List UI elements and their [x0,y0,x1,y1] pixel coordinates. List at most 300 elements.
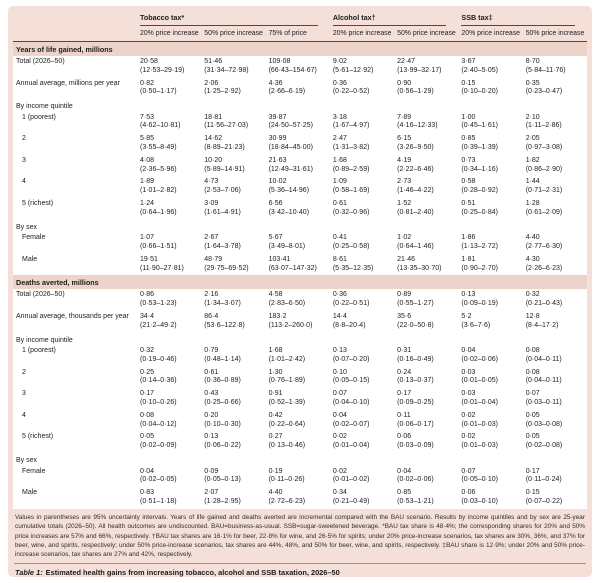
row-label: 4 [13,176,137,198]
cell-value: 2·73 [397,178,412,186]
subheading-row [13,220,587,233]
cell-uncertainty-interval: (2·22–6·46) [397,165,434,173]
row-label: 4 [13,410,137,432]
cell-uncertainty-interval: (11·56–27·03) [204,122,249,130]
cell-uncertainty-interval: (0·03–0·11) [525,399,562,407]
cell-uncertainty-interval: (0·61–2·09) [525,208,563,216]
cell-value: 3·09 [204,200,219,208]
section-title: Deaths averted, millions [13,275,587,289]
cell-value: 1·28 [525,200,540,208]
data-cell [394,254,458,276]
table-row [13,155,587,177]
cell-value: 0·04 [461,347,476,355]
data-cell [201,112,265,134]
cell-uncertainty-interval: (0·66–1·51) [140,242,177,250]
cell-value: 0·36 [332,79,347,87]
cell-uncertainty-interval: (0·16–0·49) [397,355,434,363]
cell-uncertainty-interval: (1·67–4·97) [332,122,370,130]
subheading-row [13,99,587,112]
cell-value: 0·90 [397,79,412,87]
data-cell [201,78,265,100]
row-label: Total (2026–50) [13,56,137,78]
cell-uncertainty-interval: (8·4–17·2) [525,321,559,329]
cell-value: 0·13 [332,347,347,355]
data-cell [137,198,201,220]
cell-value: 0·32 [140,347,155,355]
table-footnote: Values in parentheses are 95% uncertainty intervals. Years of life gained and deaths averted are incremental compared with the BAU scenario. Results by income quintiles and by sex are 25-year cumulative totals (2026–50). All health outcomes are undiscounted. BAU=business-as-usual. SSB=sugar-sweetened beverage. *BAU tax share is 48·4%; the corresponding shares for 20% and 50% price increases are 57% and 66%, respectively. †BAU tax shares are 16·1% for beer, 22·8% for wine, and 26·5% for spirits; under 20% price-increase scenarios, tax shares are 30%, 36%, and 37% for beer, wine, and spirits, respectively; under 50% price-increase scenarios, tax shares are 44%, 48%, and 50% for beer, wine, and spirits, respectively. ‡BAU share is 12·9%; under 20% and 50% price-increase scenarios, tax shares are 27% and 42%, respectively. [15,514,585,559]
cell-value: 1·52 [397,200,412,208]
cell-uncertainty-interval: (0·01–0·03) [461,442,498,450]
cell-uncertainty-interval: (24·50–57·25) [268,122,313,130]
cell-uncertainty-interval: (0·05–0·15) [332,377,370,385]
cell-value: 86·4 [204,312,219,320]
cell-uncertainty-interval: (0·04–0·11) [525,377,562,385]
table-row [13,466,587,488]
data-cell [394,345,458,367]
data-cell [394,487,458,509]
cell-uncertainty-interval: (0·48–1·14) [204,355,241,363]
data-cell [523,112,587,134]
data-cell [330,254,394,276]
table-row [13,487,587,509]
cell-value: 1·30 [268,368,283,376]
cell-uncertainty-interval: (1·61–4·91) [204,208,241,216]
table-frame [8,6,592,577]
cell-value: 0·05 [140,433,155,441]
cell-value: 0·15 [525,489,540,497]
cell-value: 0·08 [525,347,540,355]
data-cell [330,388,394,410]
data-cell [137,289,201,311]
cell-uncertainty-interval: (1·11–2·86) [525,122,562,130]
cell-value: 4·40 [525,234,540,242]
cell-value: 14·62 [204,135,223,143]
section-band [13,42,587,57]
data-cell [394,112,458,134]
cell-value: 0·06 [461,489,476,497]
cell-value: 4·40 [268,489,283,497]
data-cell [201,487,265,509]
data-cell [266,466,330,488]
cell-uncertainty-interval: (11·90–27·81) [140,264,184,272]
data-cell [523,254,587,276]
cell-uncertainty-interval: (13·99–32·17) [397,66,442,74]
data-cell [523,232,587,254]
table-row [13,345,587,367]
cell-uncertainty-interval: (0·10–0·30) [204,420,241,428]
data-cell [523,311,587,333]
cell-uncertainty-interval: (0·34–1·16) [461,165,498,173]
cell-value: 6·56 [268,200,283,208]
cell-value: 4·36 [268,79,283,87]
table-row [13,410,587,432]
data-cell [458,289,522,311]
cell-value: 1·89 [140,178,155,186]
data-cell [330,155,394,177]
data-cell [458,254,522,276]
data-cell [394,367,458,389]
row-label: 5 (richest) [13,431,137,453]
data-cell [330,133,394,155]
data-cell [266,198,330,220]
cell-value: 0·04 [332,411,347,419]
cell-uncertainty-interval: (0·58–1·69) [332,187,370,195]
cell-value: 22·47 [397,58,416,65]
cell-uncertainty-interval: (0·06–0·17) [397,420,434,428]
cell-uncertainty-interval: (5·36–14·96) [268,187,310,195]
cell-value: 2·07 [204,489,219,497]
data-cell [137,112,201,134]
cell-value: 0·02 [332,467,347,475]
cell-uncertainty-interval: (0·64–1·96) [140,208,177,216]
data-cell [330,176,394,198]
column-header: 50% price increase [394,26,458,42]
cell-value: 0·51 [461,200,476,208]
cell-value: 0·31 [397,347,412,355]
data-cell [458,56,522,78]
row-label: 1 (poorest) [13,345,137,367]
data-cell [330,311,394,333]
data-cell [201,388,265,410]
cell-value: 7·89 [397,113,412,121]
data-cell [523,133,587,155]
cell-uncertainty-interval: (0·05–0·13) [204,476,241,484]
row-label: 2 [13,133,137,155]
cell-uncertainty-interval: (0·56–1·29) [397,88,434,96]
data-cell [394,466,458,488]
table-caption [13,564,587,579]
data-cell [394,198,458,220]
data-cell [137,78,201,100]
cell-uncertainty-interval: (0·14–0·36) [140,377,177,385]
data-cell [523,388,587,410]
cell-uncertainty-interval: (0·39–1·39) [461,144,498,152]
table-row [13,198,587,220]
cell-uncertainty-interval: (12·49–31·61) [268,165,313,173]
table-row [13,311,587,333]
data-cell [266,155,330,177]
cell-value: 21·46 [397,255,416,263]
cell-uncertainty-interval: (1·01–2·42) [268,355,306,363]
cell-value: 0·05 [525,411,540,419]
data-cell [137,232,201,254]
data-cell [523,367,587,389]
row-label: 3 [13,155,137,177]
cell-value: 0·04 [397,467,412,475]
data-cell [201,56,265,78]
data-cell [394,311,458,333]
table-caption-text: Estimated health gains from increasing tobacco, alcohol and SSB taxation, 2026–50 [45,568,340,578]
data-cell [394,133,458,155]
column-header-row [13,26,587,42]
cell-value: 5·2 [461,312,472,320]
cell-value: 0·61 [204,368,219,376]
cell-value: 0·03 [461,390,476,398]
cell-uncertainty-interval: (0·01–0·05) [461,377,498,385]
cell-value: 1·00 [461,113,476,121]
cell-value: 0·43 [204,390,219,398]
cell-uncertainty-interval: (0·06–0·22) [204,442,241,450]
table-row [13,56,587,78]
cell-uncertainty-interval: (29·75–69·52) [204,264,249,272]
cell-uncertainty-interval: (2·77–6·30) [525,242,563,250]
cell-value: 4·73 [204,178,219,186]
data-cell [266,345,330,367]
cell-value: 0·35 [525,79,540,87]
cell-uncertainty-interval: (18·84–45·00) [268,144,313,152]
data-cell [266,112,330,134]
cell-uncertainty-interval: (0·01–0·03) [461,420,498,428]
cell-uncertainty-interval: (2·66–6·19) [268,88,306,96]
cell-uncertainty-interval: (0·86–2·90) [525,165,563,173]
cell-value: 0·24 [397,368,412,376]
subheading-row [13,453,587,466]
row-label: Male [13,487,137,509]
data-cell [201,367,265,389]
table-body [13,42,587,509]
cell-value: 0·10 [332,368,347,376]
data-cell [394,155,458,177]
subheading-label: By sex [13,453,587,466]
data-cell [523,198,587,220]
data-cell [201,232,265,254]
cell-uncertainty-interval: (22·0–50·8) [397,321,434,329]
cell-value: 19·51 [140,255,158,263]
data-cell [394,410,458,432]
cell-value: 0·07 [461,467,476,475]
cell-value: 12·8 [525,312,540,320]
cell-value: 0·02 [332,433,347,441]
cell-uncertainty-interval: (3·49–8·01) [268,242,306,250]
cell-uncertainty-interval: (0·11–0·24) [525,476,562,484]
cell-uncertainty-interval: (0·51–1·18) [140,497,177,505]
table-row [13,133,587,155]
data-cell [394,176,458,198]
cell-value: 0·19 [268,467,283,475]
data-cell [458,78,522,100]
cell-value: 0·86 [140,291,155,299]
cell-value: 0·89 [397,291,412,299]
cell-value: 4·08 [140,156,155,164]
cell-value: 0·83 [140,489,155,497]
data-cell [266,311,330,333]
data-cell [201,198,265,220]
data-cell [266,487,330,509]
column-header: 50% price increase [523,26,587,42]
data-cell [458,388,522,410]
cell-value: 1·81 [461,255,476,263]
cell-value: 8·70 [525,58,540,65]
data-cell [394,431,458,453]
cell-uncertainty-interval: (0·01–0·04) [332,442,370,450]
cell-uncertainty-interval: (0·09–0·19) [461,300,498,308]
cell-uncertainty-interval: (0·25–0·66) [204,399,241,407]
cell-value: 51·46 [204,58,223,65]
cell-value: 35·6 [397,312,412,320]
data-cell [266,289,330,311]
data-cell [523,176,587,198]
cell-value: 0·15 [461,79,476,87]
group-header-ssb [458,8,587,26]
cell-uncertainty-interval: (0·02–0·08) [525,442,563,450]
row-label: 3 [13,388,137,410]
cell-uncertainty-interval: (0·55–1·27) [397,300,434,308]
cell-value: 0·85 [461,135,476,143]
cell-value: 0·07 [332,390,347,398]
data-cell [266,78,330,100]
data-cell [137,345,201,367]
data-cell [137,56,201,78]
cell-value: 0·11 [397,411,411,419]
cell-value: 0·02 [461,411,476,419]
cell-uncertainty-interval: (0·81–2·40) [397,208,434,216]
cell-uncertainty-interval: (5·89–14·91) [204,165,245,173]
cell-value: 0·82 [140,79,155,87]
data-cell [266,232,330,254]
data-cell [137,487,201,509]
section-title: Years of life gained, millions [13,42,587,57]
cell-uncertainty-interval: (0·89–2·59) [332,165,370,173]
table-header [13,8,587,42]
cell-uncertainty-interval: (0·45–1·61) [461,122,498,130]
table-row [13,176,587,198]
data-cell [201,254,265,276]
data-cell [266,56,330,78]
cell-uncertainty-interval: (1·13–2·72) [461,242,498,250]
data-cell [201,289,265,311]
cell-value: 4·30 [525,255,540,263]
data-cell [266,431,330,453]
cell-value: 183·2 [268,312,287,320]
data-cell [523,78,587,100]
cell-uncertainty-interval: (8·89–21·23) [204,144,245,152]
cell-uncertainty-interval: (0·04–0·12) [140,420,177,428]
cell-value: 1·82 [525,156,540,164]
cell-uncertainty-interval: (3·26–9·50) [397,144,434,152]
cell-value: 30·99 [268,135,287,143]
data-cell [330,431,394,453]
cell-uncertainty-interval: (3·42–10·40) [268,208,310,216]
data-cell [330,112,394,134]
cell-uncertainty-interval: (0·11–0·26) [268,476,305,484]
cell-value: 10·20 [204,156,223,164]
cell-uncertainty-interval: (0·19–0·46) [140,355,177,363]
cell-uncertainty-interval: (2·40–5·05) [461,66,498,74]
cell-uncertainty-interval: (0·02–0·06) [461,355,498,363]
cell-value: 1·86 [461,234,476,242]
cell-value: 0·05 [525,433,540,441]
column-header: 20% price increase [137,26,201,42]
group-header-tobacco [137,8,330,26]
cell-uncertainty-interval: (0·10–0·26) [140,399,177,407]
cell-uncertainty-interval: (0·01–0·04) [461,399,498,407]
cell-value: 2·67 [204,234,219,242]
data-cell [394,56,458,78]
cell-value: 3·67 [461,58,476,65]
cell-value: 48·79 [204,255,223,263]
cell-value: 1·68 [268,347,283,355]
data-cell [266,133,330,155]
data-cell [330,487,394,509]
table-row [13,431,587,453]
cell-uncertainty-interval: (0·53–1·21) [397,497,434,505]
data-cell [523,345,587,367]
cell-uncertainty-interval: (5·35–12·35) [332,264,374,272]
cell-value: 5·67 [268,234,283,242]
cell-value: 34·4 [140,312,155,320]
data-cell [458,345,522,367]
cell-uncertainty-interval: (4·62–10·81) [140,122,181,130]
cell-value: 0·13 [204,433,219,441]
data-cell [201,176,265,198]
cell-uncertainty-interval: (113·2–260·0) [268,321,313,329]
corner-cell [13,8,137,26]
cell-value: 2·47 [332,135,347,143]
cell-uncertainty-interval: (0·03–0·09) [397,442,434,450]
data-cell [394,388,458,410]
cell-uncertainty-interval: (63·07–147·32) [268,264,317,272]
cell-value: 0·91 [268,390,283,398]
cell-uncertainty-interval: (2·36–5·96) [140,165,177,173]
data-cell [137,133,201,155]
row-label: Annual average, thousands per year [13,311,137,333]
row-label: Total (2026–50) [13,289,137,311]
cell-value: 0·27 [268,433,283,441]
cell-value: 0·20 [204,411,219,419]
cell-uncertainty-interval: (0·97–3·08) [525,144,563,152]
cell-value: 6·15 [397,135,412,143]
table-row [13,112,587,134]
data-cell [201,345,265,367]
data-cell [137,311,201,333]
data-cell [458,487,522,509]
cell-value: 21·63 [268,156,287,164]
cell-uncertainty-interval: (2·83–6·50) [268,300,306,308]
cell-uncertainty-interval: (0·10–0·20) [461,88,498,96]
cell-uncertainty-interval: (1·28–2·95) [204,497,241,505]
table-row [13,367,587,389]
cell-value: 0·32 [525,291,540,299]
cell-value: 0·17 [140,390,155,398]
row-label: Male [13,254,137,276]
cell-value: 0·09 [204,467,219,475]
data-cell [137,431,201,453]
cell-uncertainty-interval: (0·21–0·49) [332,497,370,505]
subheading-label: By sex [13,220,587,233]
cell-uncertainty-interval: (0·13–0·46) [268,442,306,450]
cell-value: 10·02 [268,178,287,186]
data-cell [330,78,394,100]
data-cell [394,232,458,254]
data-cell [458,410,522,432]
cell-value: 0·73 [461,156,476,164]
cell-value: 5·85 [140,135,155,143]
cell-uncertainty-interval: (13·35–30·70) [397,264,442,272]
data-cell [523,466,587,488]
cell-uncertainty-interval: (0·02–0·06) [397,476,434,484]
table-row [13,254,587,276]
cell-uncertainty-interval: (0·90–2·70) [461,264,498,272]
data-cell [330,232,394,254]
data-cell [330,289,394,311]
data-cell [137,410,201,432]
cell-value: 39·87 [268,113,287,121]
data-cell [266,176,330,198]
cell-value: 0·34 [332,489,347,497]
cell-value: 4·58 [268,291,283,299]
cell-uncertainty-interval: (0·04–0·10) [332,399,370,407]
column-header: 20% price increase [458,26,522,42]
